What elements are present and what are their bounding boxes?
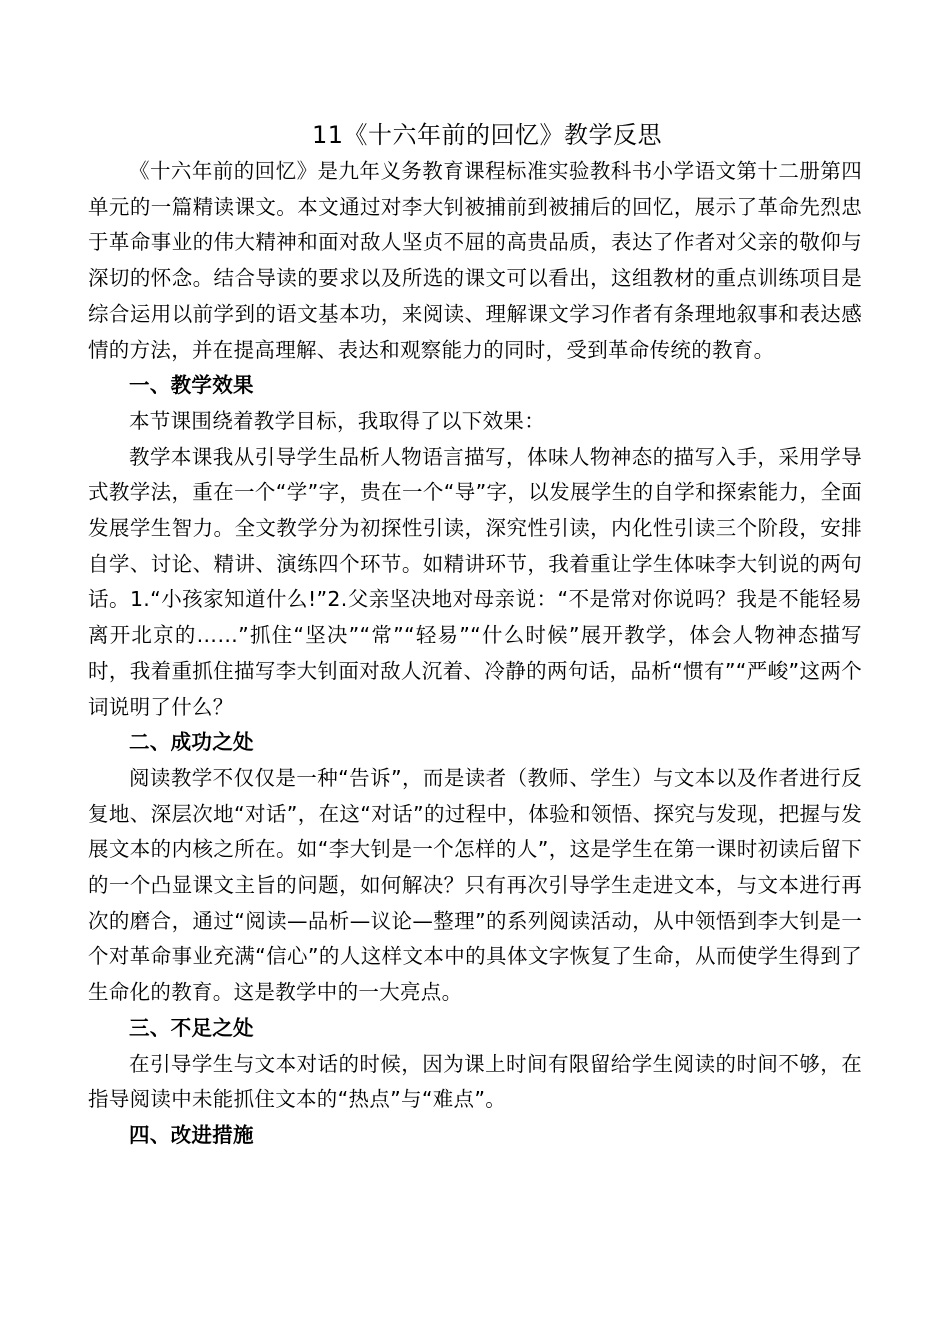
effect-paragraph-1: 本节课围绕着教学目标，我取得了以下效果： [129, 408, 545, 433]
shortcomings-paragraph: 在引导学生与文本对话的时候，因为课上时间有限留给学生阅读的时间不够，在指导阅读中未能抓住文本的“热点”与“难点”。 [88, 1051, 862, 1112]
document-body [88, 116, 862, 1154]
section-heading-improvements: 四、改进措施 [129, 1122, 254, 1147]
section-heading-shortcomings: 三、不足之处 [129, 1015, 254, 1040]
success-paragraph: 阅读教学不仅仅是一种“告诉”，而是读者（教师、学生）与文本以及作者进行反复地、深层次地“对话”，在这“对话”的过程中，体验和领悟、探究与发现，把握与发展文本的内核之所在。如“李大钊是一个怎样的人”，这是学生在第一课时初读后留下的一个凸显课文主旨的问题，如何解决？只有再次引导学生走进文本，与文本进行再次的磨合，通过“阅读—品析—议论—整理”的系列阅读活动，从中领悟到李大钊是一个对革命事业充满“信心”的人这样文本中的具体文字恢复了生命，从而使学生得到了生命化的教育。这是教学中的一大亮点。 [88, 765, 862, 1005]
intro-paragraph: 《十六年前的回忆》是九年义务教育课程标准实验教科书小学语文第十二册第四单元的一篇精读课文。本文通过对李大钊被捕前到被捕后的回忆，展示了革命先烈忠于革命事业的伟大精神和面对敌人坚贞不屈的高贵品质，表达了作者对父亲的敬仰与深切的怀念。结合导读的要求以及所选的课文可以看出，这组教材的重点训练项目是综合运用以前学到的语文基本功，来阅读、理解课文学习作者有条理地叙事和表达感情的方法，并在提高理解、表达和观察能力的同时，受到革命传统的教育。 [88, 159, 862, 362]
document-title: 11《十六年前的回忆》教学反思 [311, 121, 663, 149]
section-heading-success: 二、成功之处 [129, 730, 254, 755]
section-heading-effect: 一、教学效果 [129, 373, 254, 398]
effect-paragraph-2: 教学本课我从引导学生品析人物语言描写，体味人物神态的描写入手，采用学导式教学法，重在一个“学”字，贵在一个“导”字，以发展学生的自学和探索能力，全面发展学生智力。全文教学分为初探性引读，深究性引读，内化性引读三个阶段，安排自学、讨论、精讲、演练四个环节。如精讲环节，我着重让学生体味李大钊说的两句话。1.“小孩家知道什么!”2.父亲坚决地对母亲说：“不是常对你说吗？我是不能轻易离开北京的……”抓住“坚决”“常”“轻易”“什么时候”展开教学，体会人物神态描写时，我着重抓住描写李大钊面对敌人沉着、冷静的两句话，品析“惯有”“严峻”这两个词说明了什么？ [88, 444, 862, 719]
